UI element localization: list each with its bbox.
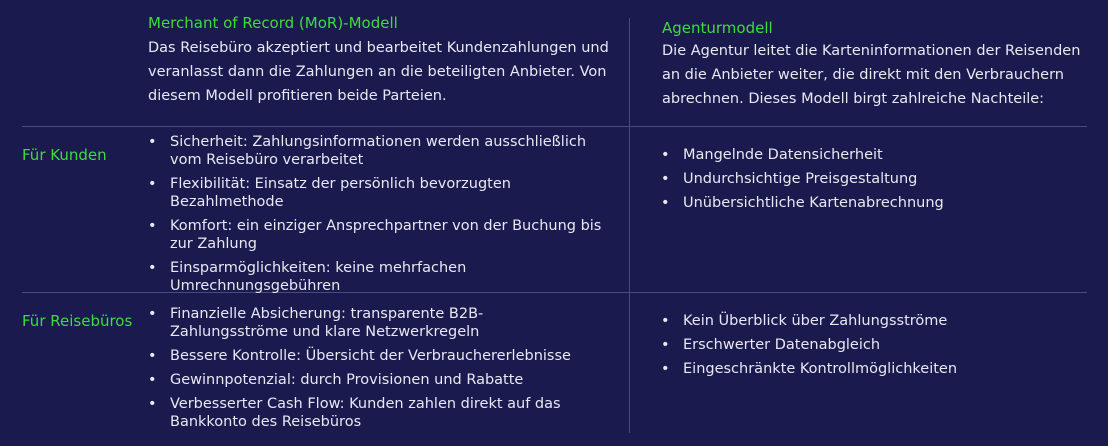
list-item: • Komfort: ein einziger Ansprechpartner von der Buchung bis zur Zahlung	[148, 217, 618, 253]
customers-agency-list	[661, 146, 1081, 218]
list-item: • Unübersichtliche Kartenabrechnung	[661, 194, 1081, 212]
mor-column-title: Merchant of Record (MoR)-Modell	[148, 14, 398, 32]
list-item: • Sicherheit: Zahlungsinformationen werden ausschließlich vom Reisebüro verarbeitet	[148, 133, 618, 169]
list-item: • Eingeschränkte Kontrollmöglichkeiten	[661, 360, 1081, 378]
list-item: • Gewinnpotenzial: durch Provisionen und Rabatte	[148, 371, 598, 389]
list-item: • Erschwerter Datenabgleich	[661, 336, 1081, 354]
row-divider-1	[22, 126, 1087, 127]
list-item: • Kein Überblick über Zahlungsströme	[661, 312, 1081, 330]
list-item: • Flexibilität: Einsatz der persönlich bevorzugten Bezahlmethode	[148, 175, 618, 211]
column-divider	[629, 18, 630, 433]
agencies-mor-list	[148, 305, 598, 437]
list-item: • Bessere Kontrolle: Übersicht der Verbrauchererlebnisse	[148, 347, 598, 365]
agency-column-description: Die Agentur leitet die Karteninformationen der Reisenden an die Anbieter weiter, die direkt mit den Verbrauchern abrechnen. Dieses Modell birgt zahlreiche Nachteile:	[662, 43, 1081, 107]
list-item: • Finanzielle Absicherung: transparente B2B-Zahlungsströme und klare Netzwerkregeln	[148, 305, 598, 341]
row-label-customers: Für Kunden	[22, 146, 107, 164]
agency-column-title: Agenturmodell	[662, 19, 773, 37]
list-item: • Verbesserter Cash Flow: Kunden zahlen direkt auf das Bankkonto des Reisebüros	[148, 395, 598, 431]
row-label-agencies: Für Reisebüros	[22, 312, 133, 330]
customers-mor-list	[148, 133, 618, 301]
list-item: • Undurchsichtige Preisgestaltung	[661, 170, 1081, 188]
mor-column-description: Das Reisebüro akzeptiert und bearbeitet Kundenzahlungen und veranlasst dann die Zahlungen an die beteiligten Anbieter. Von diesem Modell profitieren beide Parteien.	[148, 40, 609, 104]
list-item: • Einsparmöglichkeiten: keine mehrfachen Umrechnungsgebühren	[148, 259, 618, 295]
agencies-agency-list	[661, 312, 1081, 384]
list-item: • Mangelnde Datensicherheit	[661, 146, 1081, 164]
